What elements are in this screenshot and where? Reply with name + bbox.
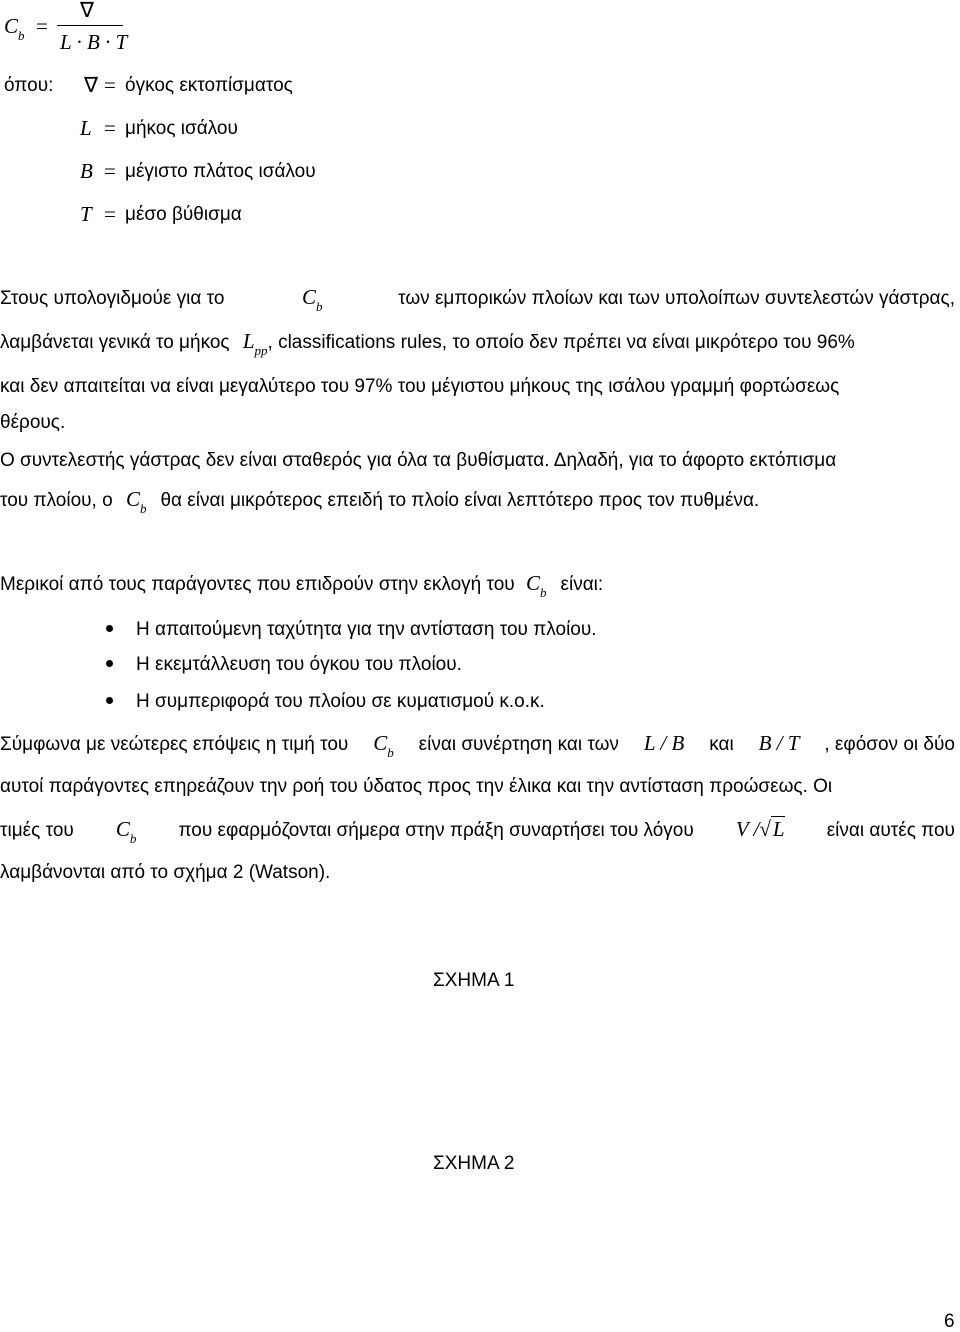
def-text: όγκος εκτοπίσματος (125, 75, 293, 96)
paragraph-line: θέρους. (0, 412, 66, 433)
cb-symbol: $C_b$ (302, 285, 323, 314)
text-span: του πλοίου, ο (0, 490, 113, 511)
paragraph-line (0, 731, 955, 760)
paragraph-line: λαμβάνονται από το σχήμα 2 (Watson). (0, 862, 331, 883)
text-span: Σύμφωνα με νεώτερες επόψεις η τιμή του (0, 734, 349, 755)
paragraph-line (0, 817, 955, 846)
cb-symbol: $C_b$ (115, 817, 137, 846)
cb-symbol: $C_b$ (373, 731, 394, 760)
text-span: είναι αυτές που (826, 820, 955, 841)
def-text: μήκος ισάλου (125, 118, 238, 139)
bullet-dot (106, 697, 113, 704)
bullet-item: Η συμπεριφορά του πλοίου σε κυματισμού κ.ο.κ. (136, 691, 545, 712)
text-span: που εφαρμόζονται σήμερα στην πράξη συναρτήσει του λόγου (178, 820, 694, 841)
where-label: όπου: (4, 75, 54, 96)
def-equals: = (104, 202, 116, 226)
bullet-dot (106, 625, 113, 632)
v-over-sqrt-l: V /√L (735, 817, 785, 841)
paragraph-line (0, 329, 855, 358)
fraction-bar (57, 25, 123, 26)
paragraph-line (0, 285, 955, 314)
lpp-symbol: $L_{pp}$ (242, 329, 268, 358)
formula-equals: = (36, 14, 48, 38)
def-equals: = (104, 73, 116, 97)
bullet-item: Η εκεμτάλλευση του όγκου του πλοίου. (136, 654, 462, 675)
figure-caption-1: ΣΧΗΜΑ 1 (433, 970, 515, 991)
formula-denominator: L · B · T (60, 30, 128, 54)
def-equals: = (104, 116, 116, 140)
paragraph-line: Ο συντελεστής γάστρας δεν είναι σταθερός για όλα τα βυθίσματα. Δηλαδή, για το άφορτο εκτόπισμα (0, 450, 837, 471)
def-symbol: ∇ (84, 73, 99, 97)
ratio-b-t: B / T (758, 731, 800, 755)
def-text: μέγιστο πλάτος ισάλου (125, 161, 316, 182)
def-symbol: T (80, 202, 92, 226)
text-span: , classifications rules, το οποίο δεν πρέπει να είναι μικρότερο του 96% (267, 332, 855, 353)
formula-numerator: ∇ (80, 0, 95, 22)
paragraph-line (0, 777, 955, 796)
bullet-dot (106, 660, 113, 667)
def-symbol: L (80, 116, 92, 140)
text-span: και (709, 734, 734, 755)
formula-lhs: $C_b$ (4, 14, 25, 43)
text-span: είναι: (560, 574, 604, 595)
text-span: αυτοί παράγοντες επηρεάζουν την ροή του ύδατος προς την έλικα και την αντίσταση προώσεως. Οι (0, 776, 833, 797)
text-span: λαμβάνεται γενικά το μήκος (0, 332, 230, 353)
ratio-l-b: L / B (643, 731, 685, 755)
text-span: των εμπορικών πλοίων και των υπολοίπων συντελεστών γάστρας, (398, 288, 955, 309)
def-equals: = (104, 159, 116, 183)
text-span: Στους υπολογιδμούε για το (0, 288, 225, 309)
cb-symbol: $C_b$ (525, 571, 547, 600)
page-number: 6 (944, 1311, 955, 1332)
cb-symbol: $C_b$ (125, 487, 147, 516)
text-span: τιμές του (0, 820, 74, 841)
def-text: μέσο βύθισμα (125, 204, 242, 225)
text-span: , εφόσον οι δύο (824, 734, 955, 755)
paragraph-line (0, 571, 604, 600)
figure-caption-2: ΣΧΗΜΑ 2 (433, 1153, 515, 1174)
text-span: Μερικοί από τους παράγοντες που επιδρούν στην εκλογή του (0, 574, 515, 595)
def-symbol: B (80, 159, 93, 183)
paragraph-line: και δεν απαιτείται να είναι μεγαλύτερο του 97% του μέγιστου μήκους της ισάλου γραμμή φορτώσεως (0, 376, 840, 397)
text-span: θα είναι μικρότερος επειδή το πλοίο είναι λεπτότερο προς τον πυθμένα. (160, 490, 760, 511)
bullet-item: Η απαιτούμενη ταχύτητα για την αντίσταση του πλοίου. (136, 619, 597, 640)
text-span: είναι συνέρτηση και των (418, 734, 619, 755)
paragraph-line (0, 487, 760, 516)
